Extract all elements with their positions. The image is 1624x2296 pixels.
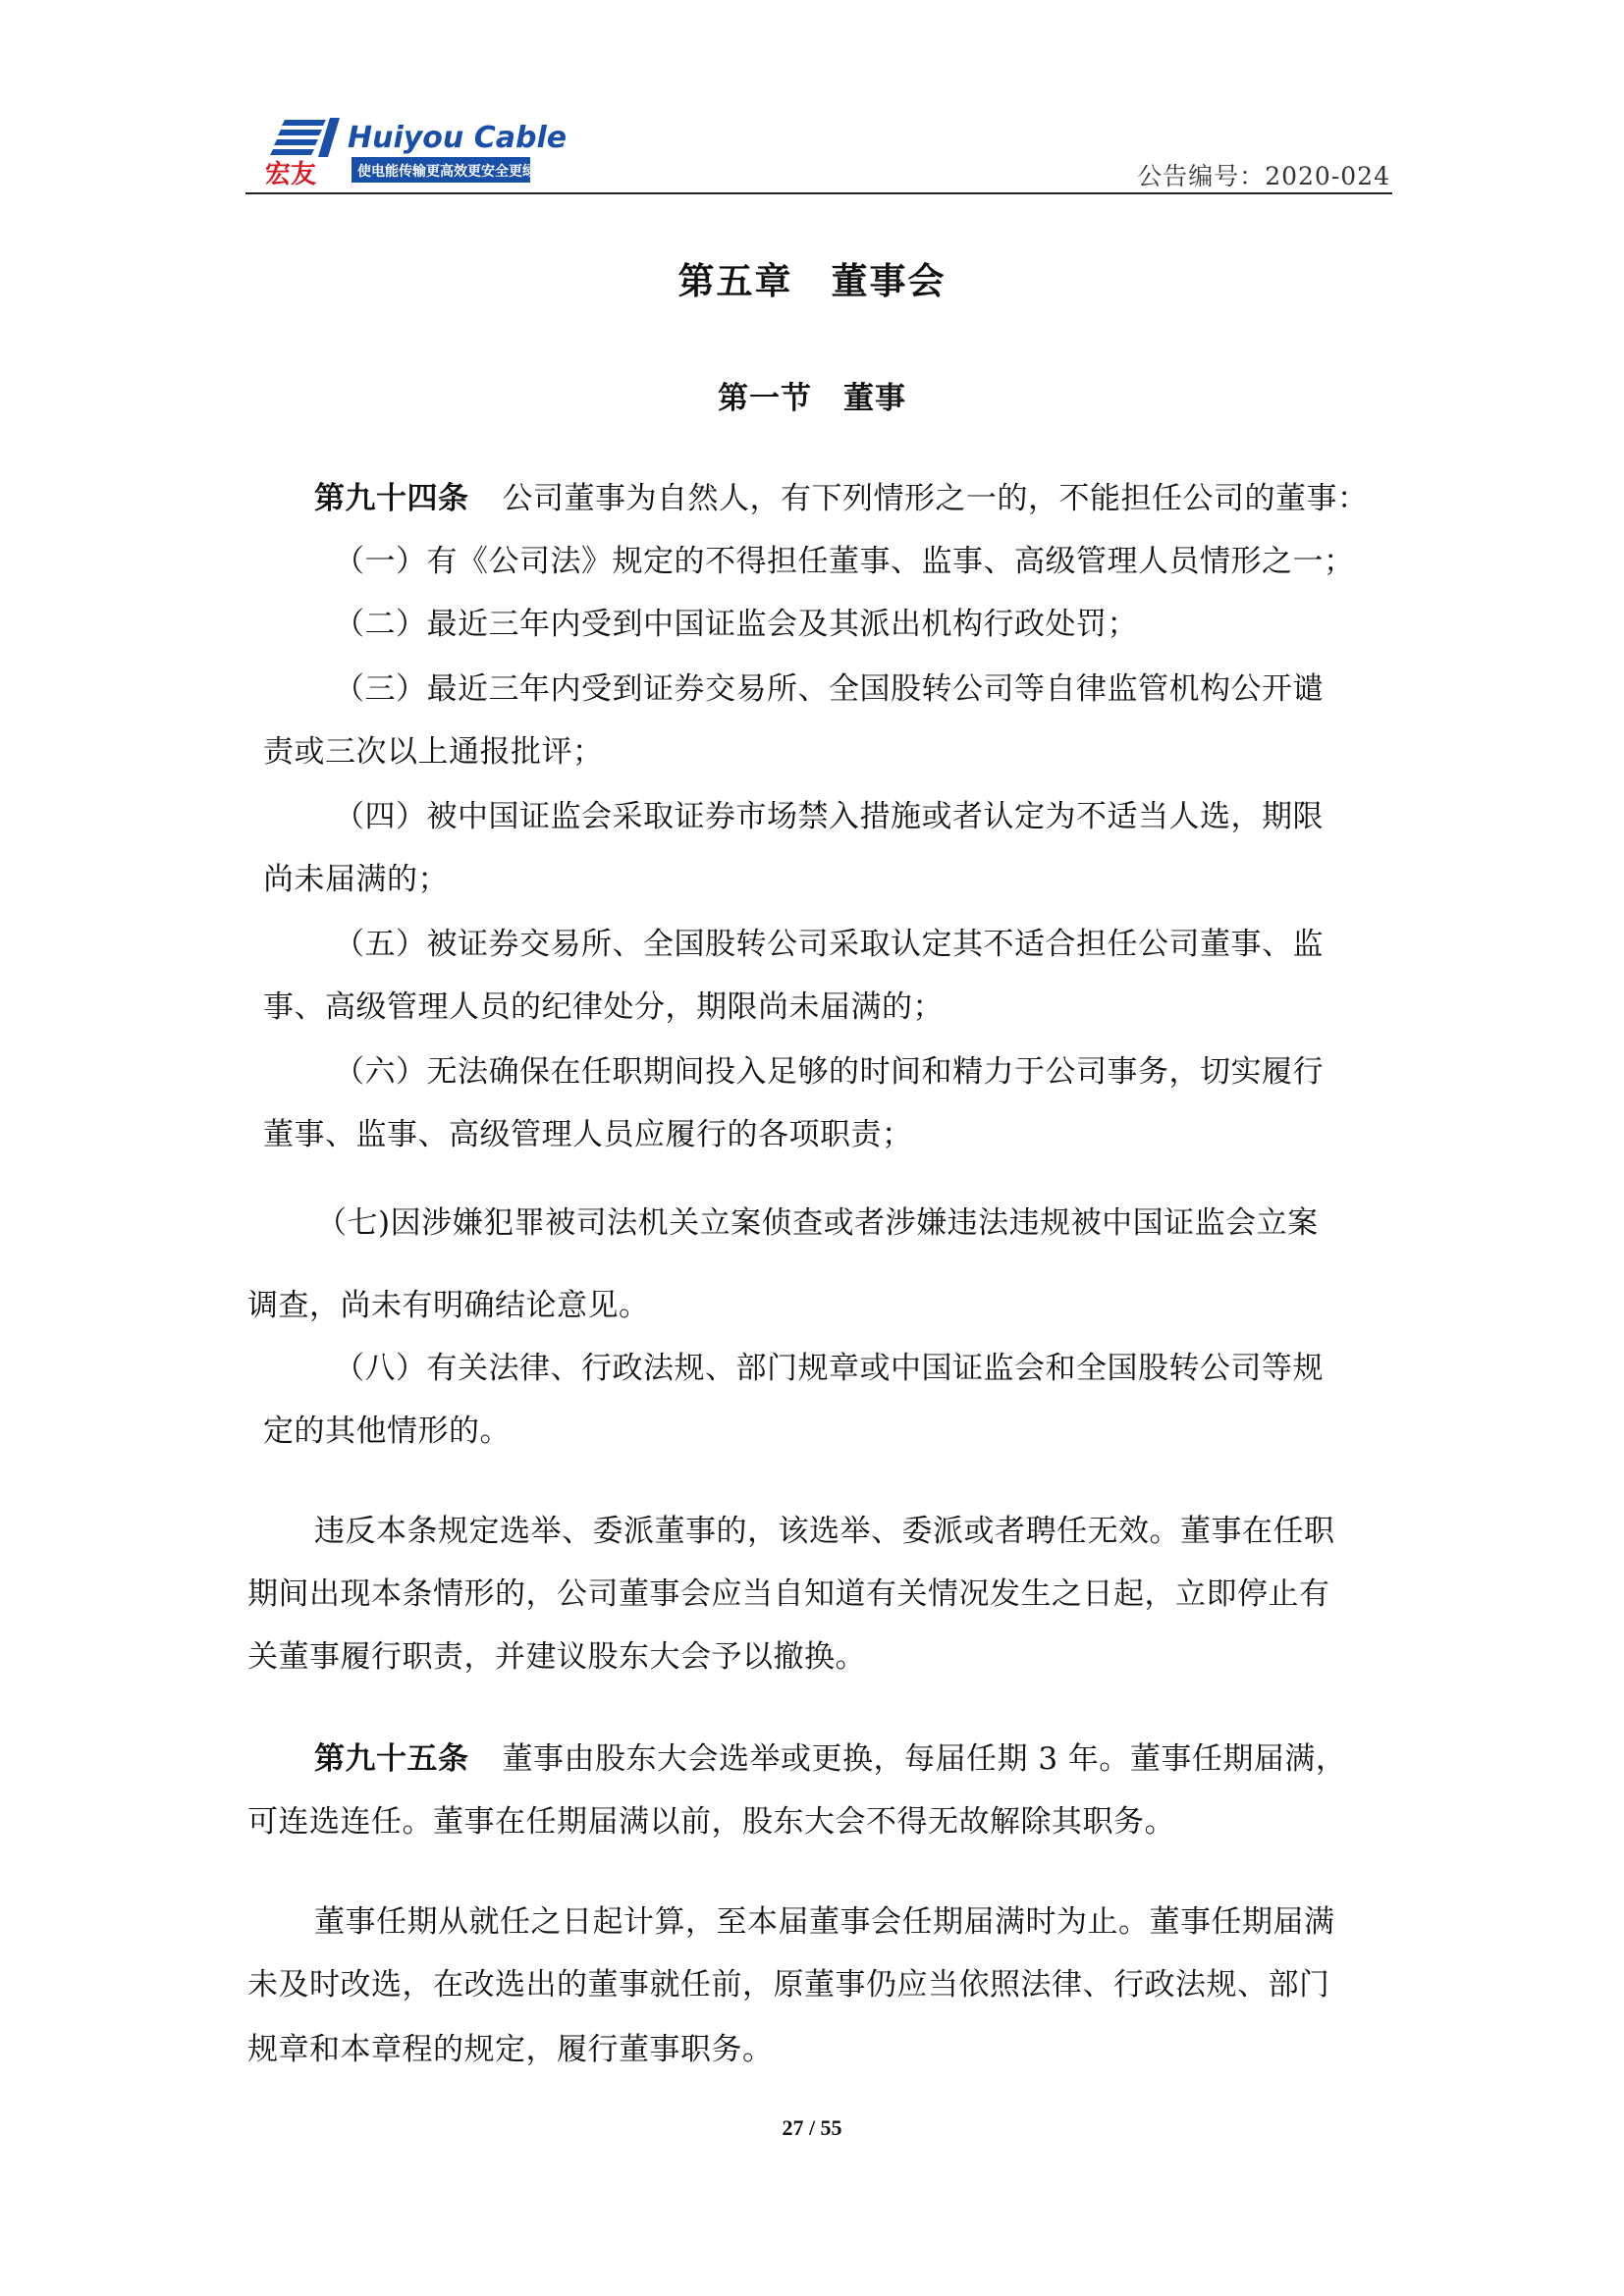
article-95-label: 第九十五条 xyxy=(314,1741,469,1777)
article-94-text: 公司董事为自然人，有下列情形之一的，不能担任公司的董事： xyxy=(502,481,1369,516)
article-95-line-2: 可连选连任。董事在任期届满以前，股东大会不得无故解除其职务。 xyxy=(247,1804,1175,1840)
chapter-title: 第五章 董事会 xyxy=(677,259,947,302)
article-94-para-line-3: 关董事履行职责，并建议股东大会予以撤换。 xyxy=(247,1639,866,1675)
svg-text:使电能传输更高效更安全更绿色: 使电能传输更高效更安全更绿色 xyxy=(357,164,550,180)
article-94-item-8a: （八）有关法律、行政法规、部门规章或中国证监会和全国股转公司等规 xyxy=(334,1351,1324,1386)
article-94-item-3a: （三）最近三年内受到证券交易所、全国股转公司等自律监管机构公开谴 xyxy=(334,671,1324,707)
article-94-item-3b: 责或三次以上通报批评； xyxy=(263,734,604,770)
article-94-item-6b: 董事、监事、高级管理人员应履行的各项职责； xyxy=(263,1117,913,1152)
svg-text:宏友: 宏友 xyxy=(265,160,317,189)
page-header xyxy=(245,106,1392,196)
company-logo xyxy=(257,112,611,190)
article-94-item-4a: （四）被中国证监会采取证券市场禁入措施或者认定为不适当人选，期限 xyxy=(334,799,1324,834)
cable-logo-icon xyxy=(257,112,611,190)
article-95-para-line-1: 董事任期从就任之日起计算，至本届董事会任期届满时为止。董事任期届满 xyxy=(314,1904,1335,1940)
section-title: 第一节 董事 xyxy=(718,381,906,416)
header-divider xyxy=(245,192,1392,194)
article-95-first-line xyxy=(314,1739,1346,1779)
article-94-item-5b: 事、高级管理人员的纪律处分，期限尚未届满的； xyxy=(263,989,944,1025)
article-94-item-8b: 定的其他情形的。 xyxy=(263,1414,511,1449)
article-94-para-line-1: 违反本条规定选举、委派董事的，该选举、委派或者聘任无效。董事在任职 xyxy=(314,1514,1335,1549)
announcement-number: 公告编号：2020-024 xyxy=(1137,162,1390,190)
article-94-label: 第九十四条 xyxy=(314,481,469,516)
article-94-item-1: （一）有《公司法》规定的不得担任董事、监事、高级管理人员情形之一； xyxy=(334,544,1355,579)
page-number: 27 / 55 xyxy=(782,2115,842,2140)
article-94-item-7a: （七)因涉嫌犯罪被司法机关立案侦查或者涉嫌违法违规被中国证监会立案 xyxy=(316,1205,1319,1241)
article-95-para-line-2: 未及时改选，在改选出的董事就任前，原董事仍应当依照法律、行政法规、部门 xyxy=(247,1967,1330,2002)
article-94-item-4b: 尚未届满的； xyxy=(263,862,449,897)
svg-text:Huiyou Cable: Huiyou Cable xyxy=(348,121,568,155)
article-95-para-line-3: 规章和本章程的规定，履行董事职务。 xyxy=(247,2032,774,2067)
article-94-first-line xyxy=(314,479,1369,518)
article-95-text: 董事由股东大会选举或更换，每届任期 3 年。董事任期届满， xyxy=(502,1741,1347,1777)
article-94-para-line-2: 期间出现本条情形的，公司董事会应当自知道有关情况发生之日起，立即停止有 xyxy=(247,1576,1330,1612)
article-94-item-6a: （六）无法确保在任职期间投入足够的时间和精力于公司事务，切实履行 xyxy=(334,1054,1324,1090)
article-94-item-2: （二）最近三年内受到中国证监会及其派出机构行政处罚； xyxy=(334,607,1138,642)
article-94-item-7b: 调查，尚未有明确结论意见。 xyxy=(247,1288,650,1323)
article-94-item-5a: （五）被证券交易所、全国股转公司采取认定其不适合担任公司董事、监 xyxy=(334,927,1324,962)
